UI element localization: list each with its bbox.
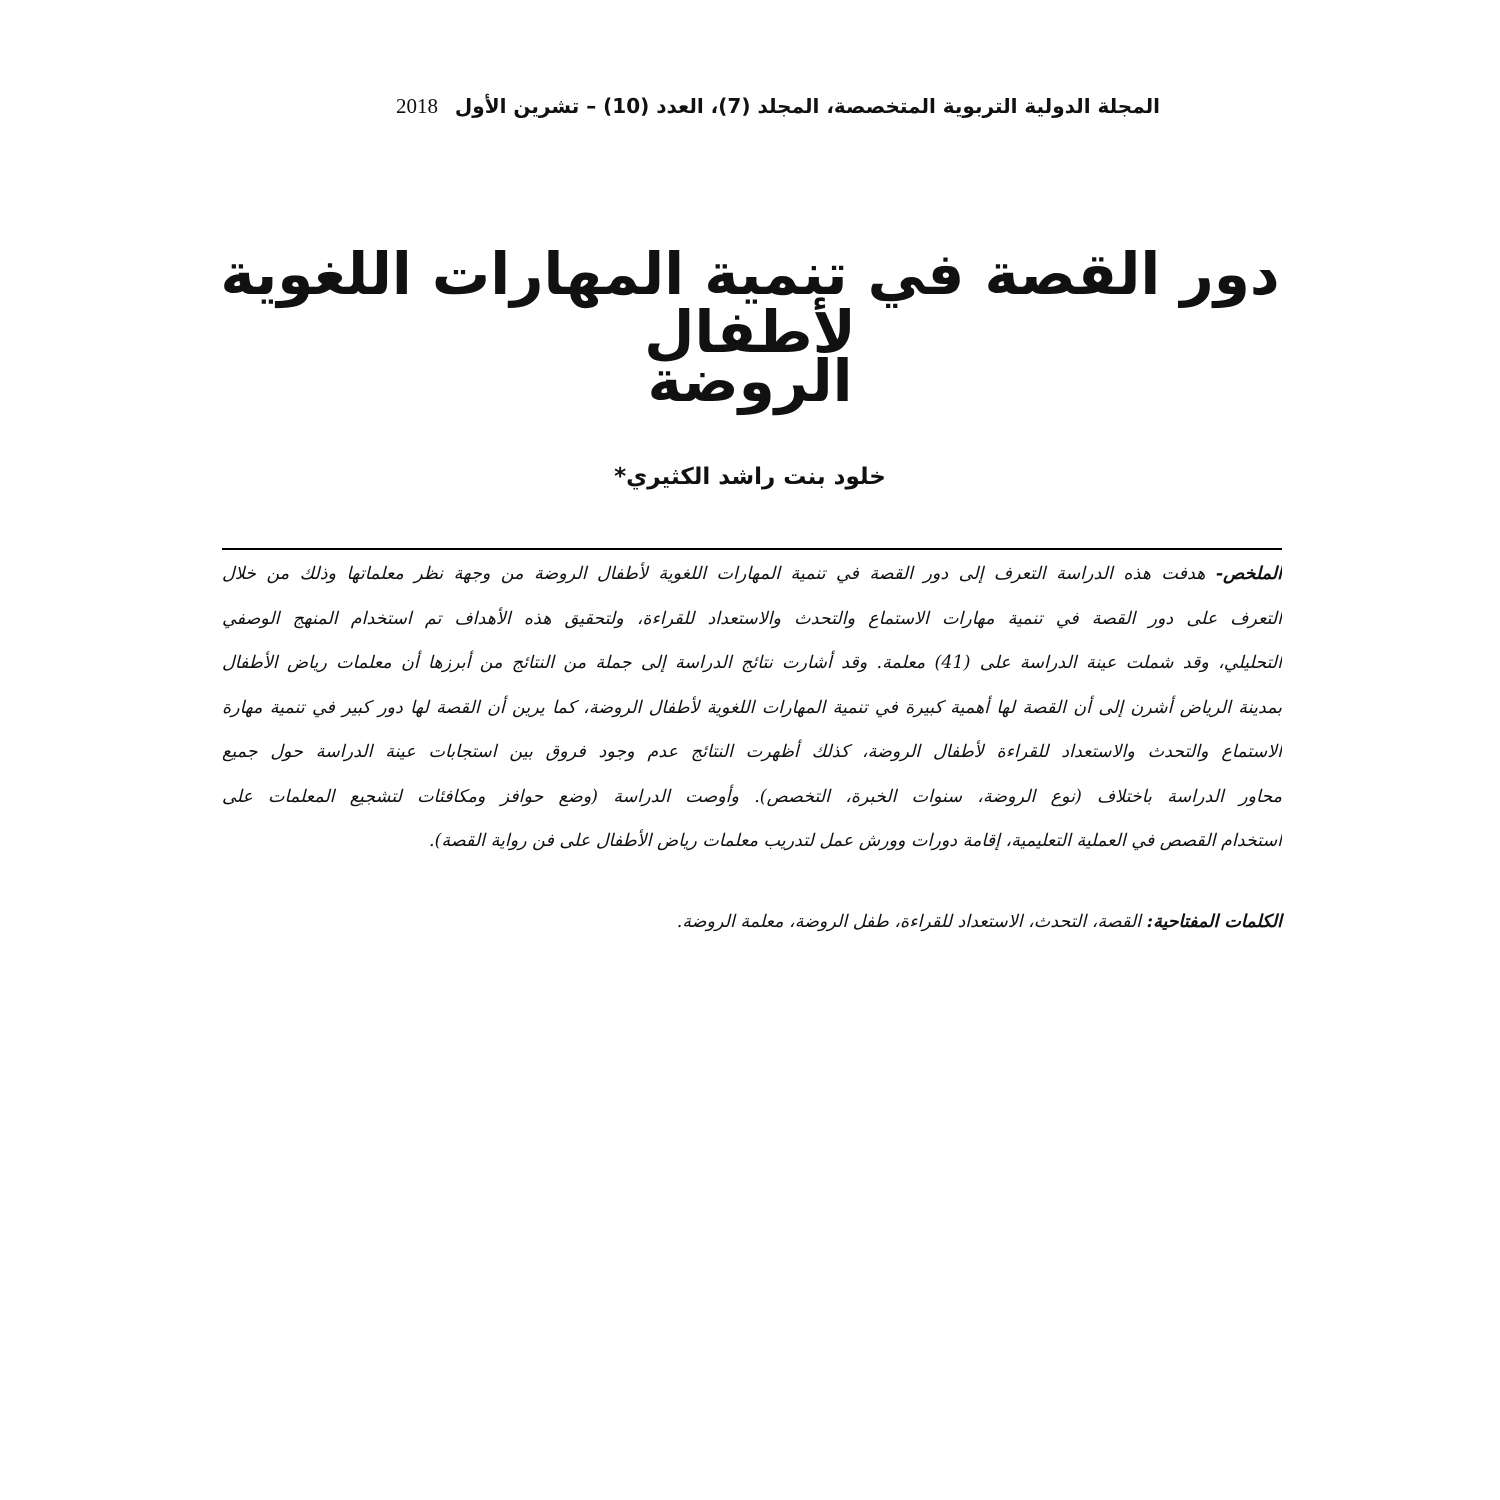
abstract-text: هدفت هذه الدراسة التعرف إلى دور القصة في تنمية المهارات اللغوية لأطفال الروضة من وجهة نظر معلماتها وذلك من خلال [222, 564, 1206, 584]
journal-year: 2018 [395, 94, 438, 118]
abstract-label: الملخص- [1215, 564, 1282, 584]
abstract-divider [222, 548, 1282, 550]
author-name: خلود بنت راشد الكثيري* [614, 464, 886, 490]
keywords [222, 912, 1282, 932]
abstract-line: التعرف على دور القصة في تنمية مهارات الاستماع والتحدث والاستعداد للقراءة، ولتحقيق هذه الأهداف تم استخدام المنهج الوصفي [222, 608, 1282, 629]
paper-title-line-1: دور القصة في تنمية المهارات اللغوية لأطفال [220, 240, 1280, 366]
abstract-line: بمدينة الرياض أشرن إلى أن القصة لها أهمية كبيرة في تنمية المهارات اللغوية لأطفال الروضة، كما يرين أن القصة لها دور كبير في تنمية مهارة [222, 697, 1282, 718]
abstract-line: التحليلي، وقد شملت عينة الدراسة على (41) معلمة. وقد أشارت نتائج الدراسة إلى جملة من النتائج من أبرزها أن معلمات رياض الأطفال [222, 653, 1282, 673]
keywords-label: الكلمات المفتاحية: [1146, 912, 1282, 932]
journal-name: المجلة الدولية التربوية المتخصصة، المجلد (7)، العدد (10) – تشرين الأول [454, 94, 1160, 118]
abstract-line: استخدام القصص في العملية التعليمية، إقامة دورات وورش عمل لتدريب معلمات رياض الأطفال على فن رواية القصة). [429, 831, 1282, 851]
paper-title-line-2: الروضة [647, 347, 853, 415]
abstract [222, 557, 1282, 869]
keywords-text: القصة، التحدث، الاستعداد للقراءة، طفل الروضة، معلمة الروضة. [676, 912, 1142, 932]
abstract-line [222, 557, 1282, 602]
journal-header [330, 94, 1160, 119]
abstract-line: محاور الدراسة باختلاف (نوع الروضة، سنوات الخبرة، التخصص). وأوصت الدراسة (وضع حوافز ومكافئات لتشجيع المعلمات على [222, 786, 1282, 807]
abstract-line: الاستماع والتحدث والاستعداد للقراءة لأطفال الروضة، كذلك أظهرت النتائج عدم وجود فروق بين استجابات عينة الدراسة حول جميع [222, 742, 1282, 762]
